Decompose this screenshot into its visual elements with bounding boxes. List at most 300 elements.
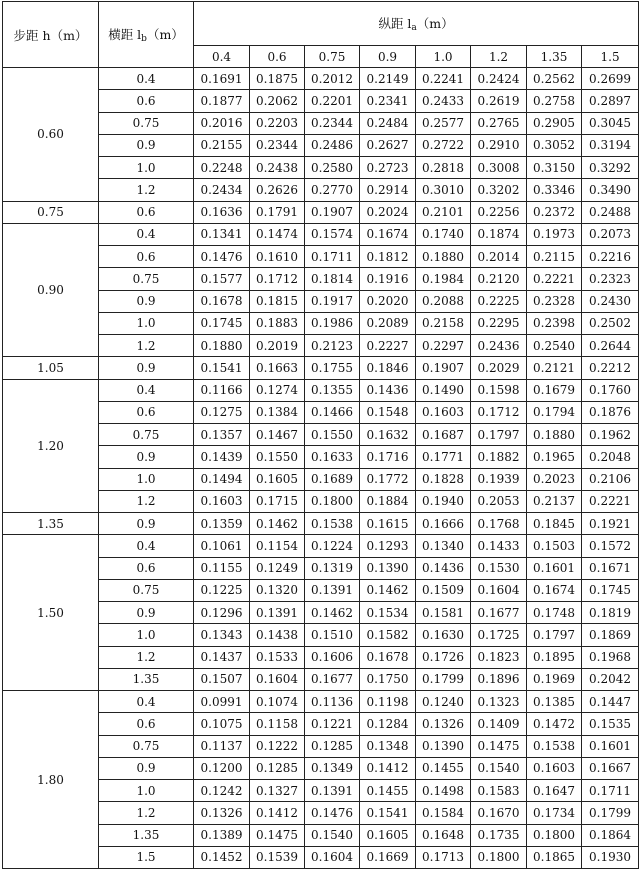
value-cell: 0.1326: [194, 802, 250, 824]
transverse-cell: 1.35: [99, 824, 194, 846]
transverse-cell: 0.75: [99, 579, 194, 601]
value-cell: 0.2029: [471, 357, 527, 379]
value-cell: 0.2580: [305, 157, 360, 179]
value-cell: 0.1814: [305, 268, 360, 290]
value-cell: 0.1548: [360, 401, 416, 423]
table-row: [3, 357, 639, 379]
value-cell: 0.2256: [471, 201, 527, 223]
value-cell: 0.1475: [250, 824, 305, 846]
value-cell: 0.2295: [471, 312, 527, 334]
value-cell: 0.1968: [582, 646, 639, 668]
value-cell: 0.1666: [416, 513, 471, 535]
value-cell: 0.2019: [250, 335, 305, 357]
table-row: [3, 312, 639, 334]
longitudinal-header-subscript: a: [411, 23, 417, 33]
value-cell: 0.1940: [416, 490, 471, 512]
value-cell: 0.1296: [194, 602, 250, 624]
value-cell: 0.1986: [305, 312, 360, 334]
value-cell: 0.1800: [471, 846, 527, 868]
value-cell: 0.1882: [471, 446, 527, 468]
value-cell: 0.3292: [582, 157, 639, 179]
value-cell: 0.1343: [194, 624, 250, 646]
value-cell: 0.1670: [471, 802, 527, 824]
value-cell: 0.2722: [416, 134, 471, 156]
value-cell: 0.1494: [194, 468, 250, 490]
value-cell: 0.2012: [305, 68, 360, 90]
value-cell: 0.1534: [360, 602, 416, 624]
value-cell: 0.2062: [250, 90, 305, 112]
transverse-cell: 1.0: [99, 624, 194, 646]
value-cell: 0.1437: [194, 646, 250, 668]
table-row: [3, 446, 639, 468]
value-cell: 0.1447: [582, 691, 639, 713]
value-cell: 0.1884: [360, 490, 416, 512]
value-cell: 0.2484: [360, 112, 416, 134]
value-cell: 0.1433: [471, 535, 527, 557]
table-row: [3, 490, 639, 512]
value-cell: 0.2158: [416, 312, 471, 334]
table-row: [3, 112, 639, 134]
value-cell: 0.2123: [305, 335, 360, 357]
table-row: [3, 134, 639, 156]
value-cell: 0.2155: [194, 134, 250, 156]
value-cell: 0.2818: [416, 157, 471, 179]
transverse-cell: 0.6: [99, 201, 194, 223]
value-cell: 0.1916: [360, 268, 416, 290]
value-cell: 0.2430: [582, 290, 639, 312]
table-row: [3, 780, 639, 802]
value-cell: 0.1883: [250, 312, 305, 334]
value-cell: 0.2115: [527, 246, 582, 268]
value-cell: 0.1490: [416, 379, 471, 401]
coefficient-table: [2, 1, 639, 869]
value-cell: 0.2101: [416, 201, 471, 223]
value-cell: 0.1671: [582, 557, 639, 579]
value-cell: 0.2149: [360, 68, 416, 90]
value-cell: 0.2048: [582, 446, 639, 468]
value-cell: 0.1074: [250, 691, 305, 713]
value-cell: 0.1221: [305, 713, 360, 735]
value-cell: 0.3490: [582, 179, 639, 201]
longitudinal-header: [194, 2, 639, 46]
value-cell: 0.1828: [416, 468, 471, 490]
table-body: [3, 68, 639, 869]
value-cell: 0.2014: [471, 246, 527, 268]
table-row: [3, 68, 639, 90]
value-cell: 0.2723: [360, 157, 416, 179]
value-cell: 0.1539: [250, 846, 305, 868]
value-cell: 0.1390: [416, 735, 471, 757]
step-cell: 0.90: [3, 223, 99, 357]
value-cell: 0.1797: [527, 624, 582, 646]
value-cell: 0.1772: [360, 468, 416, 490]
value-cell: 0.1285: [250, 757, 305, 779]
value-cell: 0.1712: [250, 268, 305, 290]
value-cell: 0.1293: [360, 535, 416, 557]
value-cell: 0.1476: [194, 246, 250, 268]
value-cell: 0.1877: [194, 90, 250, 112]
value-cell: 0.1158: [250, 713, 305, 735]
column-header: 0.6: [250, 46, 305, 68]
value-cell: 0.1474: [250, 223, 305, 245]
value-cell: 0.2016: [194, 112, 250, 134]
value-cell: 0.1726: [416, 646, 471, 668]
table-row: [3, 223, 639, 245]
value-cell: 0.1636: [194, 201, 250, 223]
value-cell: 0.2486: [305, 134, 360, 156]
table-row: [3, 290, 639, 312]
value-cell: 0.1880: [416, 246, 471, 268]
value-cell: 0.1750: [360, 668, 416, 690]
value-cell: 0.1154: [250, 535, 305, 557]
value-cell: 0.2644: [582, 335, 639, 357]
value-cell: 0.2626: [250, 179, 305, 201]
value-cell: 0.1907: [416, 357, 471, 379]
transverse-cell: 0.4: [99, 379, 194, 401]
value-cell: 0.2905: [527, 112, 582, 134]
value-cell: 0.1155: [194, 557, 250, 579]
transverse-cell: 0.9: [99, 446, 194, 468]
value-cell: 0.1846: [360, 357, 416, 379]
value-cell: 0.2089: [360, 312, 416, 334]
table-row: [3, 401, 639, 423]
transverse-cell: 0.4: [99, 223, 194, 245]
table-row: [3, 379, 639, 401]
table-row: [3, 268, 639, 290]
value-cell: 0.1498: [416, 780, 471, 802]
transverse-cell: 0.4: [99, 535, 194, 557]
value-cell: 0.1748: [527, 602, 582, 624]
longitudinal-header-label: 纵距 l: [378, 16, 412, 31]
value-cell: 0.1896: [471, 668, 527, 690]
value-cell: 0.2424: [471, 68, 527, 90]
value-cell: 0.1510: [305, 624, 360, 646]
value-cell: 0.2221: [582, 490, 639, 512]
value-cell: 0.1323: [471, 691, 527, 713]
transverse-cell: 0.9: [99, 290, 194, 312]
transverse-cell: 1.35: [99, 668, 194, 690]
value-cell: 0.1550: [250, 446, 305, 468]
value-cell: 0.1605: [250, 468, 305, 490]
value-cell: 0.1962: [582, 424, 639, 446]
value-cell: 0.1874: [471, 223, 527, 245]
value-cell: 0.1275: [194, 401, 250, 423]
value-cell: 0.1436: [360, 379, 416, 401]
value-cell: 0.1472: [527, 713, 582, 735]
value-cell: 0.1200: [194, 757, 250, 779]
step-cell: 0.60: [3, 68, 99, 202]
value-cell: 0.1678: [360, 646, 416, 668]
value-cell: 0.1136: [305, 691, 360, 713]
table-row: [3, 513, 639, 535]
transverse-cell: 0.9: [99, 357, 194, 379]
value-cell: 0.1689: [305, 468, 360, 490]
transverse-header-subscript: b: [141, 34, 147, 44]
value-cell: 0.2562: [527, 68, 582, 90]
value-cell: 0.1969: [527, 668, 582, 690]
value-cell: 0.1880: [527, 424, 582, 446]
value-cell: 0.1222: [250, 735, 305, 757]
value-cell: 0.3045: [582, 112, 639, 134]
transverse-cell: 1.2: [99, 490, 194, 512]
value-cell: 0.1574: [305, 223, 360, 245]
transverse-cell: 1.2: [99, 802, 194, 824]
table-row: [3, 602, 639, 624]
value-cell: 0.1462: [360, 579, 416, 601]
transverse-cell: 1.2: [99, 335, 194, 357]
value-cell: 0.3194: [582, 134, 639, 156]
table-row: [3, 624, 639, 646]
value-cell: 0.1907: [305, 201, 360, 223]
value-cell: 0.1674: [527, 579, 582, 601]
value-cell: 0.2914: [360, 179, 416, 201]
step-header: 步距 h（m）: [3, 2, 99, 68]
value-cell: 0.2227: [360, 335, 416, 357]
transverse-cell: 0.4: [99, 68, 194, 90]
value-cell: 0.2341: [360, 90, 416, 112]
value-cell: 0.2053: [471, 490, 527, 512]
step-cell: 1.80: [3, 691, 99, 869]
value-cell: 0.2120: [471, 268, 527, 290]
value-cell: 0.2398: [527, 312, 582, 334]
transverse-cell: 0.6: [99, 401, 194, 423]
value-cell: 0.1284: [360, 713, 416, 735]
value-cell: 0.2436: [471, 335, 527, 357]
value-cell: 0.1242: [194, 780, 250, 802]
value-cell: 0.1921: [582, 513, 639, 535]
value-cell: 0.1540: [305, 824, 360, 846]
value-cell: 0.1577: [194, 268, 250, 290]
value-cell: 0.1326: [416, 713, 471, 735]
value-cell: 0.1541: [194, 357, 250, 379]
value-cell: 0.1865: [527, 846, 582, 868]
value-cell: 0.1715: [250, 490, 305, 512]
transverse-cell: 0.9: [99, 602, 194, 624]
transverse-cell: 1.0: [99, 468, 194, 490]
value-cell: 0.1359: [194, 513, 250, 535]
value-cell: 0.1357: [194, 424, 250, 446]
value-cell: 0.1462: [250, 513, 305, 535]
value-cell: 0.2121: [527, 357, 582, 379]
value-cell: 0.1319: [305, 557, 360, 579]
table-row: [3, 824, 639, 846]
value-cell: 0.1475: [471, 735, 527, 757]
value-cell: 0.1794: [527, 401, 582, 423]
transverse-cell: 0.9: [99, 513, 194, 535]
value-cell: 0.1604: [305, 846, 360, 868]
value-cell: 0.2438: [250, 157, 305, 179]
value-cell: 0.1615: [360, 513, 416, 535]
transverse-cell: 1.5: [99, 846, 194, 868]
value-cell: 0.1535: [582, 713, 639, 735]
value-cell: 0.2042: [582, 668, 639, 690]
value-cell: 0.1800: [305, 490, 360, 512]
value-cell: 0.1745: [194, 312, 250, 334]
value-cell: 0.3010: [416, 179, 471, 201]
value-cell: 0.1875: [250, 68, 305, 90]
value-cell: 0.1713: [416, 846, 471, 868]
value-cell: 0.1274: [250, 379, 305, 401]
value-cell: 0.1584: [416, 802, 471, 824]
value-cell: 0.1679: [527, 379, 582, 401]
value-cell: 0.3052: [527, 134, 582, 156]
column-header: 0.75: [305, 46, 360, 68]
value-cell: 0.2770: [305, 179, 360, 201]
transverse-cell: 1.0: [99, 157, 194, 179]
value-cell: 0.1716: [360, 446, 416, 468]
value-cell: 0.1341: [194, 223, 250, 245]
value-cell: 0.2020: [360, 290, 416, 312]
value-cell: 0.1755: [305, 357, 360, 379]
value-cell: 0.1340: [416, 535, 471, 557]
value-cell: 0.1507: [194, 668, 250, 690]
value-cell: 0.1467: [250, 424, 305, 446]
value-cell: 0.1224: [305, 535, 360, 557]
step-cell: 1.35: [3, 513, 99, 535]
value-cell: 0.1349: [305, 757, 360, 779]
value-cell: 0.1541: [360, 802, 416, 824]
value-cell: 0.1725: [471, 624, 527, 646]
column-header: 1.5: [582, 46, 639, 68]
value-cell: 0.2502: [582, 312, 639, 334]
value-cell: 0.1391: [305, 579, 360, 601]
value-cell: 0.2577: [416, 112, 471, 134]
value-cell: 0.2488: [582, 201, 639, 223]
value-cell: 0.2248: [194, 157, 250, 179]
table-row: [3, 802, 639, 824]
value-cell: 0.1581: [416, 602, 471, 624]
value-cell: 0.1355: [305, 379, 360, 401]
value-cell: 0.1390: [360, 557, 416, 579]
transverse-cell: 0.6: [99, 557, 194, 579]
value-cell: 0.1603: [527, 757, 582, 779]
value-cell: 0.1462: [305, 602, 360, 624]
table-row: [3, 691, 639, 713]
value-cell: 0.1663: [250, 357, 305, 379]
value-cell: 0.2241: [416, 68, 471, 90]
transverse-cell: 1.2: [99, 646, 194, 668]
header-row-main: [3, 2, 639, 46]
value-cell: 0.1678: [194, 290, 250, 312]
value-cell: 0.1604: [250, 668, 305, 690]
value-cell: 0.1603: [416, 401, 471, 423]
value-cell: 0.0991: [194, 691, 250, 713]
value-cell: 0.2344: [250, 134, 305, 156]
value-cell: 0.1348: [360, 735, 416, 757]
step-cell: 1.20: [3, 379, 99, 513]
value-cell: 0.1466: [305, 401, 360, 423]
value-cell: 0.1648: [416, 824, 471, 846]
transverse-cell: 1.0: [99, 312, 194, 334]
value-cell: 0.2765: [471, 112, 527, 134]
value-cell: 0.1740: [416, 223, 471, 245]
transverse-cell: 0.6: [99, 246, 194, 268]
table-row: [3, 201, 639, 223]
value-cell: 0.1735: [471, 824, 527, 846]
value-cell: 0.1691: [194, 68, 250, 90]
value-cell: 0.1384: [250, 401, 305, 423]
longitudinal-header-unit: （m）: [416, 16, 454, 31]
value-cell: 0.1605: [360, 824, 416, 846]
value-cell: 0.1225: [194, 579, 250, 601]
transverse-cell: 0.75: [99, 112, 194, 134]
table-row: [3, 246, 639, 268]
column-header: 1.0: [416, 46, 471, 68]
value-cell: 0.1166: [194, 379, 250, 401]
value-cell: 0.1791: [250, 201, 305, 223]
value-cell: 0.2137: [527, 490, 582, 512]
value-cell: 0.1075: [194, 713, 250, 735]
value-cell: 0.1939: [471, 468, 527, 490]
transverse-cell: 0.9: [99, 134, 194, 156]
value-cell: 0.1864: [582, 824, 639, 846]
value-cell: 0.2344: [305, 112, 360, 134]
value-cell: 0.1598: [471, 379, 527, 401]
value-cell: 0.2023: [527, 468, 582, 490]
table-row: [3, 335, 639, 357]
value-cell: 0.2627: [360, 134, 416, 156]
table-row: [3, 90, 639, 112]
table-row: [3, 757, 639, 779]
value-cell: 0.3150: [527, 157, 582, 179]
table-row: [3, 468, 639, 490]
value-cell: 0.1869: [582, 624, 639, 646]
value-cell: 0.1285: [305, 735, 360, 757]
transverse-cell: 0.9: [99, 757, 194, 779]
value-cell: 0.2323: [582, 268, 639, 290]
value-cell: 0.2024: [360, 201, 416, 223]
value-cell: 0.2372: [527, 201, 582, 223]
table-row: [3, 668, 639, 690]
column-header: 0.9: [360, 46, 416, 68]
value-cell: 0.1198: [360, 691, 416, 713]
column-header: 1.35: [527, 46, 582, 68]
value-cell: 0.1674: [360, 223, 416, 245]
transverse-cell: 1.0: [99, 780, 194, 802]
value-cell: 0.1973: [527, 223, 582, 245]
value-cell: 0.2540: [527, 335, 582, 357]
value-cell: 0.1409: [471, 713, 527, 735]
value-cell: 0.1760: [582, 379, 639, 401]
table-row: [3, 157, 639, 179]
value-cell: 0.1438: [250, 624, 305, 646]
value-cell: 0.1630: [416, 624, 471, 646]
table-row: [3, 557, 639, 579]
value-cell: 0.1984: [416, 268, 471, 290]
transverse-cell: 0.6: [99, 90, 194, 112]
value-cell: 0.1540: [471, 757, 527, 779]
value-cell: 0.1061: [194, 535, 250, 557]
value-cell: 0.1391: [305, 780, 360, 802]
step-cell: 0.75: [3, 201, 99, 223]
value-cell: 0.1669: [360, 846, 416, 868]
value-cell: 0.1768: [471, 513, 527, 535]
value-cell: 0.1240: [416, 691, 471, 713]
value-cell: 0.1797: [471, 424, 527, 446]
value-cell: 0.2910: [471, 134, 527, 156]
value-cell: 0.2221: [527, 268, 582, 290]
value-cell: 0.1687: [416, 424, 471, 446]
value-cell: 0.1385: [527, 691, 582, 713]
value-cell: 0.2073: [582, 223, 639, 245]
table-row: [3, 179, 639, 201]
value-cell: 0.1476: [305, 802, 360, 824]
value-cell: 0.1812: [360, 246, 416, 268]
value-cell: 0.2203: [250, 112, 305, 134]
value-cell: 0.3202: [471, 179, 527, 201]
value-cell: 0.1412: [360, 757, 416, 779]
value-cell: 0.1452: [194, 846, 250, 868]
